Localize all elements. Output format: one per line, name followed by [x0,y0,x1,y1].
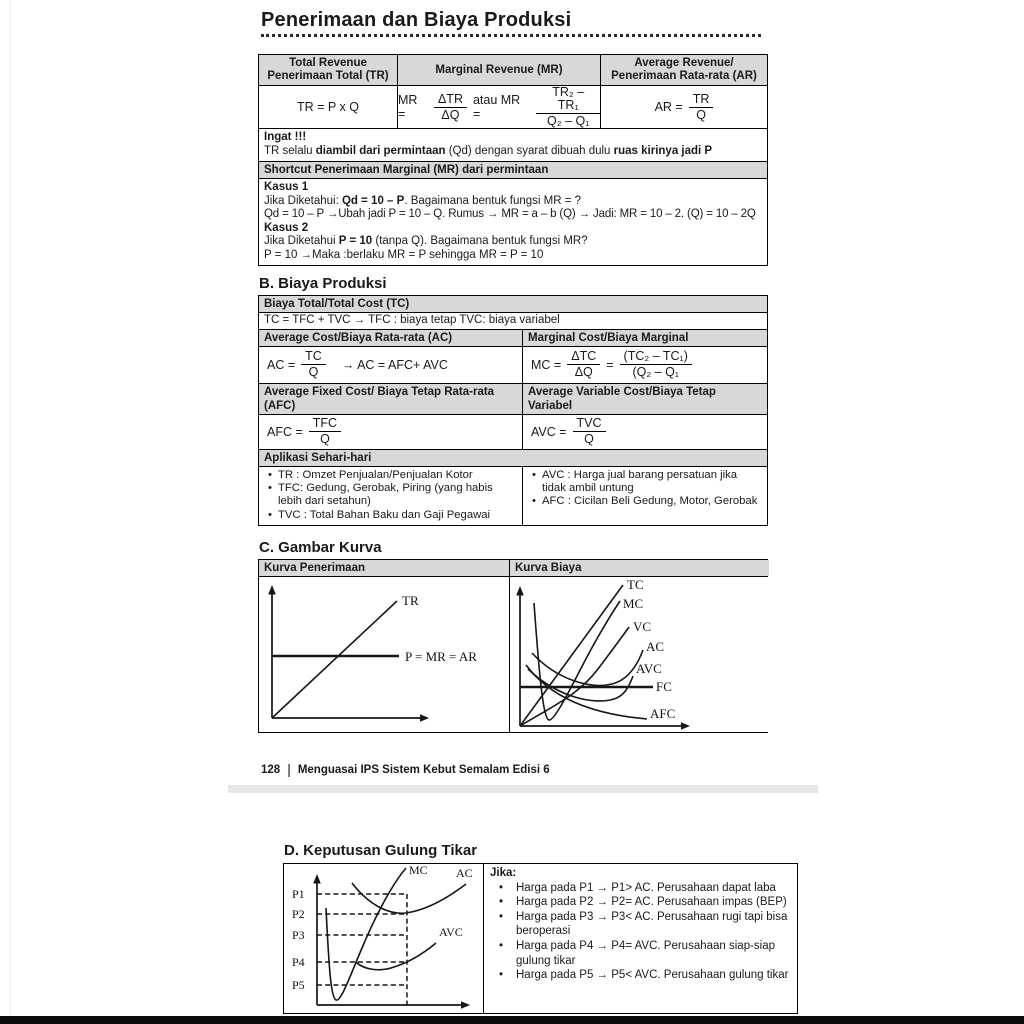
shutdown-svg [284,864,483,1013]
avc-formula: AVC = $\frac{\text{TVC}}{Q}$ [523,415,767,449]
mc-formula: MC = $\frac{\text{ΔTC}}{\Delta Q}$ = $\frac{\text{(TC₂ – TC₁)}}{\text{(Q₂ – Q₁}}$ [523,347,767,383]
kasus-block [259,179,767,265]
book-title: Menguasai IPS Sistem Kebut Semalam Edisi 6 [297,764,550,777]
kasus1-title: Kasus 1 [264,181,309,193]
shutdown-rules [484,864,797,1013]
revenue-col2-header: Marginal Revenue (MR) [398,55,600,85]
tr-formula: TR = P x Q [259,86,397,128]
kasus1-line1: Jika Diketahui: Qd = 10 – P. Bagaimana bentuk fungsi MR = ? [264,194,582,207]
mc-curve [534,601,620,720]
tr-curve [272,601,397,718]
mc-curve [326,868,406,1000]
avc-label: AVC [636,661,662,677]
kasus2-line2: P = 10 →Maka :berlaku MR = P sehingga MR = P = 10 [264,248,544,261]
mc-label: MC [623,596,644,612]
jika-label: Jika: [490,867,517,879]
mr-formula: MR = $\frac{\text{ΔTR}}{\Delta Q}$ atau MR = $\frac{\text{TR₂ – TR₁}}{\text{Q₂ – Q₁}}$ [398,86,600,128]
ingat-note [259,129,767,161]
afc-header: Average Fixed Cost/ Biaya Tetap Rata-rata (AFC) [259,384,522,414]
list-item: • TFC: Gedung, Gerobak, Piring (yang habis lebih dari setahun) [263,482,518,509]
kurva-biaya-header: Kurva Biaya [510,560,769,576]
shutdown-table [283,863,798,1014]
avc-header: Average Variable Cost/Biaya Tetap Variabel [523,384,767,414]
aplikasi-header: Aplikasi Sehari-hari [259,450,767,466]
afc-fraction: $\frac{\text{TFC}}{Q}$ [309,417,341,446]
mr-fraction-2: $\frac{\text{TR₂ – TR₁}}{\text{Q₂ – Q₁}}$ [536,86,600,128]
y-axis-arrow [268,585,276,595]
ingat-line: TR selalu diambil dari permintaan (Qd) dengan syarat dibuah dulu ruas kirinya jadi P [264,144,713,157]
p4-label: P4 [292,955,305,969]
afc-label: AFC [650,706,676,722]
section-b-heading: B. Biaya Produksi [259,275,387,292]
tr-label: TR [402,593,419,609]
ar-formula: AR = $\frac{TR}{Q}$ [601,86,767,128]
mr-fraction-1: $\frac{\text{ΔTR}}{\Delta Q}$ [434,93,467,122]
p-mr-ar-label: P = MR = AR [405,649,477,665]
revenue-table [258,54,768,266]
kasus2-title: Kasus 2 [264,221,309,234]
section-c-heading: C. Gambar Kurva [259,539,382,557]
ac-label: AC [456,866,473,880]
page-edge-line [10,0,11,1024]
x-axis-arrow [461,1001,470,1008]
avc-label: AVC [439,925,463,939]
list-item: • AFC : Cicilan Beli Gedung, Motor, Gerobak [527,495,763,508]
x-axis-arrow [420,714,429,721]
page-break-band [228,785,818,793]
revenue-curve-svg [259,577,509,732]
ac-label: AC [646,639,665,655]
tc-header: Biaya Total/Total Cost (TC) [259,296,767,312]
mc-fraction-1: $\frac{\text{ΔTC}}{\Delta Q}$ [567,350,600,379]
ac-curve [352,883,466,913]
y-axis-arrow [516,586,524,596]
ingat-title: Ingat !!! [264,131,307,143]
mc-header: Marginal Cost/Biaya Marginal [523,330,767,346]
tc-label: TC [627,577,644,593]
page-content [258,8,768,778]
ac-fraction: $\frac{TC}{Q}$ [301,350,326,379]
revenue-col1-header: Total Revenue Penerimaan Total (TR) [259,55,397,85]
curves-table [258,559,768,733]
p1-label: P1 [292,887,305,901]
p3-label: P3 [292,928,305,942]
section-d-heading: D. Keputusan Gulung Tikar [284,842,478,859]
revenue-col3-header: Average Revenue/ Penerimaan Rata-rata (AR) [601,55,767,85]
list-item: • TVC : Total Bahan Baku dan Gaji Pegawai [263,509,518,522]
list-item: • Harga pada P1 → P1> AC. Perusahaan dapat laba [490,881,791,896]
kasus1-line2: Qd = 10 – P →Ubah jadi P = 10 – Q. Rumus → MR = a – b (Q) → Jadi: MR = 10 – 2. (Q) = 10 – 2Q [264,208,756,220]
page-number: 128 [261,764,281,777]
x-axis-arrow [681,722,690,729]
section-d [283,842,798,1014]
kurva-penerimaan-header: Kurva Penerimaan [259,560,509,576]
p2-label: P2 [292,907,305,921]
list-item: • Harga pada P3 → P3< AC. Perusahaan rugi tapi bisa beroperasi [490,910,791,939]
bottom-black-bar [0,1016,1024,1024]
y-axis-arrow [313,874,321,884]
list-item: • Harga pada P4 → P4= AVC. Perusahaan siap-siap gulung tikar [490,939,791,968]
cost-curve-chart [510,577,769,732]
page-title: Penerimaan dan Biaya Produksi [261,9,572,31]
revenue-curve-chart [259,577,509,732]
shutdown-chart [284,864,483,1013]
mc-label: MC [409,864,428,877]
shortcut-header: Shortcut Penerimaan Marginal (MR) dari permintaan [259,162,767,178]
list-item: • TR : Omzet Penjualan/Penjualan Kotor [263,469,518,482]
p5-label: P5 [292,978,305,992]
cost-table [258,295,768,526]
aplikasi-right-list [523,467,767,526]
mc-fraction-2: $\frac{\text{(TC₂ – TC₁)}}{\text{(Q₂ – Q₁}}$ [620,350,692,379]
ar-fraction: $\frac{TR}{Q}$ [689,93,714,122]
list-item: • AVC : Harga jual barang persatuan jika tidak ambil untung [527,469,763,496]
tc-line: TC = TFC + TVC → TFC : biaya tetap TVC: biaya variabel [259,313,767,329]
aplikasi-left-list [259,467,522,526]
avc-fraction: $\frac{\text{TVC}}{Q}$ [573,417,606,446]
fc-label: FC [656,679,672,695]
ac-header: Average Cost/Biaya Rata-rata (AC) [259,330,522,346]
avc-curve [356,943,436,970]
title-dotted-rule [261,34,761,37]
kasus2-line1: Jika Diketahui P = 10 (tanpa Q). Bagaimana bentuk fungsi MR? [264,235,588,247]
vc-label: VC [633,619,652,635]
ac-formula: AC = $\frac{TC}{Q}$ → AC = AFC+ AVC [259,347,522,383]
cost-curve-svg [510,577,769,732]
footer-divider: | [287,761,291,778]
afc-formula: AFC = $\frac{\text{TFC}}{Q}$ [259,415,522,449]
list-item: • Harga pada P5 → P5< AVC. Perusahaan gulung tikar [490,968,791,983]
list-item: • Harga pada P2 → P2= AC. Perusahaan impas (BEP) [490,895,791,910]
avc-curve [528,669,633,701]
page-footer [261,762,768,778]
